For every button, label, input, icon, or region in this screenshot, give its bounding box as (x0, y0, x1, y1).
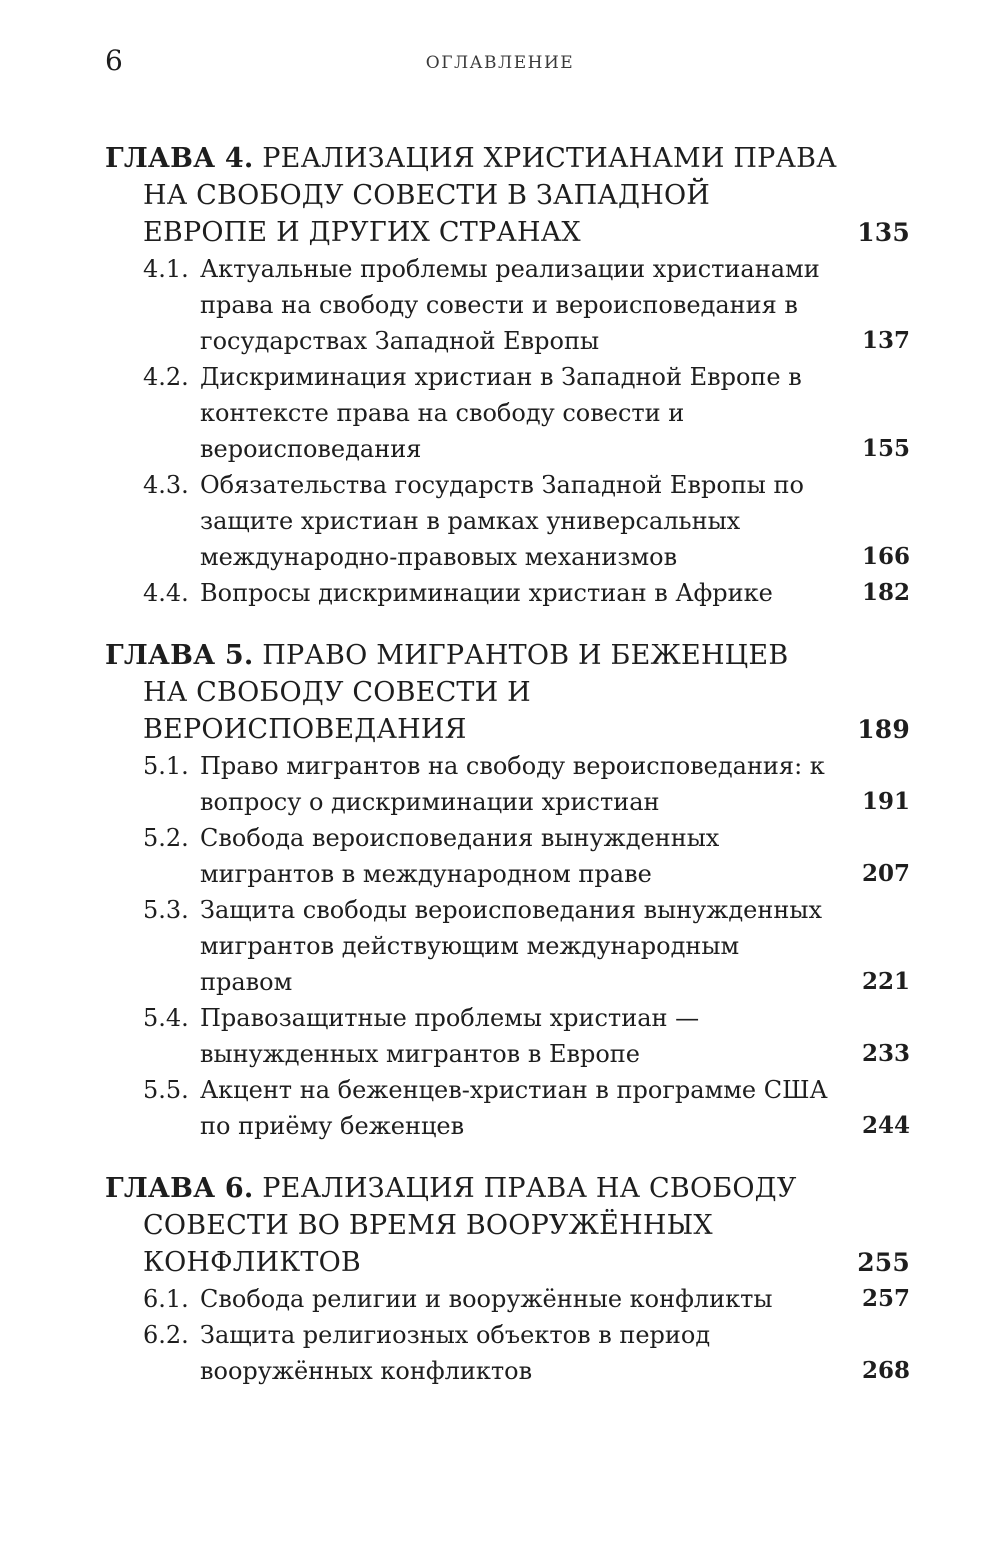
chapter-page-number: 189 (857, 715, 910, 744)
section-page-number: 137 (861, 327, 910, 354)
section-page-number: 244 (861, 1112, 910, 1139)
section-number: 4.2. (143, 363, 189, 391)
section-number: 4.1. (143, 255, 189, 283)
chapter-title: РЕАЛИЗАЦИЯ ПРАВА НА СВОБОДУ СОВЕСТИ ВО ВРЕМЯ ВООРУЖЁННЫХ КОНФЛИКТОВ (143, 1173, 797, 1278)
toc-section-entry[interactable] (105, 748, 910, 820)
section-title: Правозащитные проблемы христиан — вынужденных мигрантов в Европе (200, 1004, 700, 1068)
section-title: Защита свободы вероисповедания вынужденных мигрантов действующим международным правом (200, 896, 822, 996)
section-title: Право мигрантов на свободу вероисповедания: к вопросу о дискриминации христиан (200, 752, 825, 816)
section-page-number: 257 (861, 1285, 910, 1312)
section-number: 5.1. (143, 752, 189, 780)
section-number: 5.2. (143, 824, 189, 852)
section-title: Акцент на беженцев-христиан в программе США по приёму беженцев (200, 1076, 828, 1140)
section-number: 6.1. (143, 1285, 189, 1313)
chapter-page-number: 255 (857, 1248, 910, 1277)
chapter-label: ГЛАВА 4. (105, 143, 254, 174)
section-page-number: 155 (861, 435, 910, 462)
toc-section-entry[interactable] (105, 1000, 910, 1072)
section-page-number: 233 (861, 1040, 910, 1067)
section-number: 5.3. (143, 896, 189, 924)
chapter-title: РЕАЛИЗАЦИЯ ХРИСТИАНАМИ ПРАВА НА СВОБОДУ СОВЕСТИ В ЗАПАДНОЙ ЕВРОПЕ И ДРУГИХ СТРАНАХ (143, 143, 837, 248)
chapter-heading[interactable] (105, 1170, 910, 1281)
toc-section-entry[interactable] (105, 1281, 910, 1317)
toc-chapter (105, 637, 910, 1144)
toc-section-entry[interactable] (105, 1317, 910, 1389)
chapter-label: ГЛАВА 5. (105, 640, 254, 671)
section-number: 4.4. (143, 579, 189, 607)
toc-section-entry[interactable] (105, 359, 910, 467)
section-page-number: 207 (861, 860, 910, 887)
toc-chapter (105, 140, 910, 611)
section-title: Свобода вероисповедания вынужденных мигрантов в международном праве (200, 824, 720, 888)
toc-section-entry[interactable] (105, 575, 910, 611)
section-title: Дискриминация христиан в Западной Европе в контексте права на свободу совести и вероисповедания (200, 363, 802, 463)
toc-section-entry[interactable] (105, 467, 910, 575)
page-number: 6 (105, 44, 123, 77)
toc-section-entry[interactable] (105, 1072, 910, 1144)
section-page-number: 191 (861, 788, 910, 815)
chapter-page-number: 135 (857, 218, 910, 247)
toc-chapter (105, 1170, 910, 1389)
chapter-heading[interactable] (105, 637, 910, 748)
toc-section-entry[interactable] (105, 820, 910, 892)
section-page-number: 221 (861, 968, 910, 995)
table-of-contents (105, 140, 910, 1415)
section-title: Свобода религии и вооружённые конфликты (200, 1285, 773, 1313)
section-page-number: 182 (861, 579, 910, 606)
section-title: Вопросы дискриминации христиан в Африке (200, 579, 773, 607)
chapter-label: ГЛАВА 6. (105, 1173, 254, 1204)
section-title: Обязательства государств Западной Европы по защите христиан в рамках универсальных международно-правовых механизмов (200, 471, 804, 571)
section-title: Актуальные проблемы реализации христианами права на свободу совести и вероисповедания в государствах Западной Европы (200, 255, 820, 355)
section-number: 5.4. (143, 1004, 189, 1032)
section-page-number: 166 (861, 543, 910, 570)
toc-section-entry[interactable] (105, 892, 910, 1000)
section-number: 4.3. (143, 471, 189, 499)
chapter-title: ПРАВО МИГРАНТОВ И БЕЖЕНЦЕВ НА СВОБОДУ СОВЕСТИ И ВЕРОИСПОВЕДАНИЯ (143, 640, 789, 745)
toc-section-entry[interactable] (105, 251, 910, 359)
section-title: Защита религиозных объектов в период вооружённых конфликтов (200, 1321, 711, 1385)
section-number: 6.2. (143, 1321, 189, 1349)
chapter-heading[interactable] (105, 140, 910, 251)
section-page-number: 268 (861, 1357, 910, 1384)
running-header: ОГЛАВЛЕНИЕ (425, 53, 575, 73)
section-number: 5.5. (143, 1076, 189, 1104)
